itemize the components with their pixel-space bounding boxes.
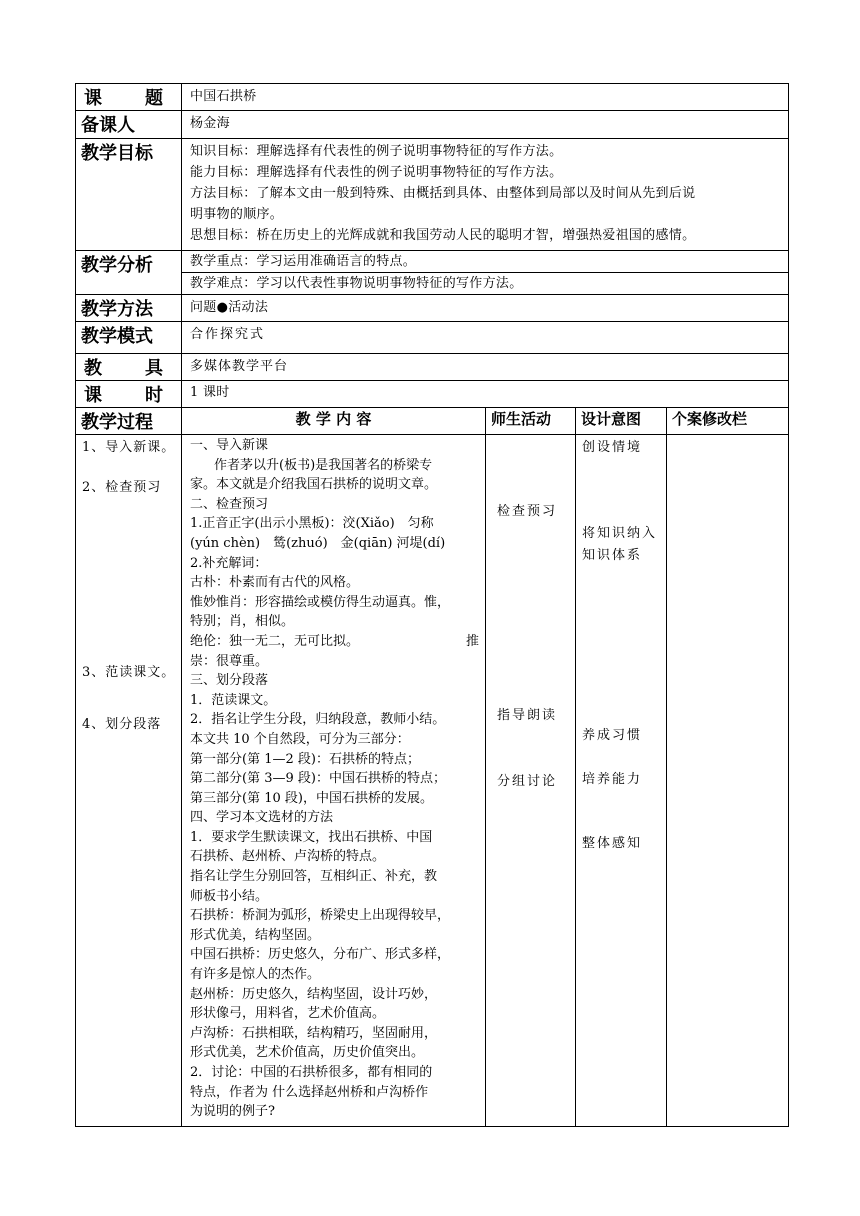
topic-value-cell <box>182 84 789 111</box>
content-line: 特点，作者为 什么选择赵州桥和卢沟桥作 <box>190 1084 429 1100</box>
steps-cell <box>76 435 182 1127</box>
content-line: 第二部分(第 3—9 段)：中国石拱桥的特点； <box>190 771 446 787</box>
activity-guide-reading: 指导朗读 <box>497 708 558 723</box>
process-header-row <box>76 408 789 435</box>
hours-label-char-2: 时 <box>145 385 163 406</box>
preparer-label: 备课人 <box>81 115 135 136</box>
tools-value-cell <box>182 354 789 381</box>
intents-cell <box>576 435 667 1127</box>
analysis-row-1 <box>76 251 789 273</box>
content-line: 形式优美，艺术价值高，历史价值突出。 <box>190 1045 425 1061</box>
preparer-value-cell <box>182 111 789 139</box>
tools-value: 多媒体教学平台 <box>190 359 289 374</box>
mode-label: 教学模式 <box>81 326 153 347</box>
preparer-row <box>76 111 789 139</box>
content-line: 1．范读课文。 <box>190 692 277 708</box>
content-line: 1．要求学生默读课文，找出石拱桥、中国 <box>190 829 433 845</box>
content-line: 本文共 10 个自然段，可分为三部分： <box>190 731 410 747</box>
revision-header-cell <box>667 408 789 435</box>
activities-cell <box>486 435 576 1127</box>
topic-value: 中国石拱桥 <box>190 89 257 104</box>
content-line: 2.补充解词： <box>190 555 268 571</box>
content-header-cell <box>182 408 486 435</box>
method-row <box>76 295 789 322</box>
content-line: 特别；肖，相似。 <box>190 614 295 630</box>
mode-label-cell <box>76 322 182 354</box>
intent-knowledge-system: 将知识纳入知识体系 <box>582 526 658 563</box>
content-line: 古朴：朴素而有古代的风格。 <box>190 575 360 591</box>
topic-label-cell <box>76 84 182 111</box>
activity-header: 师生活动 <box>491 410 552 428</box>
content-line: 有许多是惊人的杰作。 <box>190 967 321 983</box>
content-line: 第三部分(第 10 段)，中国石拱桥的发展。 <box>190 790 433 806</box>
content-cell <box>182 435 486 1127</box>
content-line: 师板书小结。 <box>190 888 269 904</box>
analysis-key-cell <box>182 251 789 273</box>
intent-header: 设计意图 <box>581 410 642 428</box>
goals-value-cell <box>182 139 789 251</box>
goal-knowledge: 知识目标：理解选择有代表性的例子说明事物特征的写作方法。 <box>190 144 563 159</box>
process-label: 教学过程 <box>81 412 153 433</box>
method-value: 问题●活动法 <box>190 300 269 315</box>
content-line: 崇：很尊重。 <box>190 653 269 669</box>
content-line: 第一部分(第 1—2 段)：石拱桥的特点； <box>190 751 420 767</box>
step-2: 2、检查预习 <box>82 480 162 495</box>
content-line: 赵州桥：历史悠久，结构坚固，设计巧妙， <box>190 986 438 1002</box>
tools-label-char-2: 具 <box>145 358 163 379</box>
goals-label: 教学目标 <box>81 143 153 164</box>
analysis-label: 教学分析 <box>81 255 153 276</box>
analysis-label-cell <box>76 251 182 295</box>
content-line: 中国石拱桥：历史悠久，分布广、形式多样， <box>190 947 451 963</box>
content-header: 教 学 内 容 <box>295 410 372 428</box>
goal-thought: 思想目标：桥在历史上的光辉成就和我国劳动人民的聪明才智，增强热爱祖国的感情。 <box>190 228 696 243</box>
tools-label-char-1: 教 <box>84 358 102 379</box>
content-fragment: 推 <box>465 633 479 649</box>
process-label-cell <box>76 408 182 435</box>
content-line: 惟妙惟肖：形容描绘或模仿得生动逼真。惟， <box>190 594 451 610</box>
content-line: 形状像弓，用料省，艺术价值高。 <box>190 1006 386 1022</box>
content-line: 二、检查预习 <box>190 496 269 512</box>
intent-overall-perception: 整体感知 <box>582 836 643 851</box>
preparer-value: 杨金海 <box>190 116 230 131</box>
content-line: 家。本文就是介绍我国石拱桥的说明文章。 <box>190 477 438 493</box>
goal-ability: 能力目标：理解选择有代表性的例子说明事物特征的写作方法。 <box>190 165 563 180</box>
topic-row <box>76 84 789 111</box>
hours-value: 1 课时 <box>190 385 230 400</box>
method-label-cell <box>76 295 182 322</box>
content-line: 为说明的例子? <box>190 1104 275 1120</box>
hours-label-cell <box>76 381 182 408</box>
method-label: 教学方法 <box>81 299 153 320</box>
activity-header-cell <box>486 408 576 435</box>
goal-method-cont: 明事物的顺序。 <box>190 207 284 222</box>
content-line: 作者茅以升(板书)是我国著名的桥梁专 <box>214 457 433 473</box>
preparer-label-cell <box>76 111 182 139</box>
topic-label-char-1: 课 <box>84 88 102 109</box>
activity-group-discussion: 分组讨论 <box>497 774 558 789</box>
process-body-row <box>76 435 789 1127</box>
content-line: (yún chèn) 鸶(zhuó) 金(qiān) 河堤(dí) <box>190 535 446 551</box>
intent-ability: 培养能力 <box>582 772 643 787</box>
tools-label-cell <box>76 354 182 381</box>
content-line: 石拱桥、赵州桥、卢沟桥的特点。 <box>190 849 386 865</box>
content-line: 石拱桥：桥洞为弧形，桥梁史上出现得较早， <box>190 908 451 924</box>
mode-row <box>76 322 789 354</box>
content-line: 三、划分段落 <box>190 673 269 689</box>
revision-header: 个案修改栏 <box>672 410 748 428</box>
intent-header-cell <box>576 408 667 435</box>
goals-row <box>76 139 789 251</box>
content-line: 卢沟桥：石拱相联，结构精巧，坚固耐用， <box>190 1025 438 1041</box>
mode-value-cell <box>182 322 789 354</box>
method-value-cell <box>182 295 789 322</box>
activity-check-preview: 检查预习 <box>497 504 558 519</box>
content-line: 指名让学生分别回答，互相纠正、补充，教 <box>190 869 438 885</box>
content-line: 1.正音正字(出示小黑板)：洨(Xiǎo) 匀称 <box>190 516 434 532</box>
lesson-plan-table <box>75 83 789 1127</box>
analysis-key: 教学重点：学习运用准确语言的特点。 <box>190 254 417 269</box>
analysis-row-2 <box>76 273 789 295</box>
analysis-difficult-cell <box>182 273 789 295</box>
goals-label-cell <box>76 139 182 251</box>
content-fragment: 绝伦：独一无二，无可比拟。 <box>190 633 360 649</box>
content-line: 四、学习本文选材的方法 <box>190 810 334 826</box>
content-line: 2．讨论：中国的石拱桥很多，都有相同的 <box>190 1065 433 1080</box>
revision-cell <box>667 435 789 1127</box>
topic-label-char-2: 题 <box>145 88 163 109</box>
content-line: 形式优美，结构坚固。 <box>190 927 321 943</box>
goal-method: 方法目标：了解本文由一般到特殊、由概括到具体、由整体到局部以及时间从先到后说 <box>190 186 696 201</box>
intent-create-context: 创设情境 <box>582 440 643 455</box>
step-4: 4、划分段落 <box>82 717 162 732</box>
hours-row <box>76 381 789 408</box>
content-line: 一、导入新课 <box>190 438 269 453</box>
tools-row <box>76 354 789 381</box>
hours-label-char-1: 课 <box>84 385 102 406</box>
intent-habit: 养成习惯 <box>582 728 643 743</box>
step-1: 1、导入新课。 <box>82 440 176 455</box>
hours-value-cell <box>182 381 789 408</box>
mode-value: 合作探究式 <box>190 327 266 342</box>
content-line <box>190 632 479 652</box>
step-3: 3、范读课文。 <box>82 665 176 680</box>
analysis-difficult: 教学难点：学习以代表性事物说明事物特征的写作方法。 <box>190 276 523 291</box>
content-line: 2．指名让学生分段，归纳段意，教师小结。 <box>190 712 446 728</box>
